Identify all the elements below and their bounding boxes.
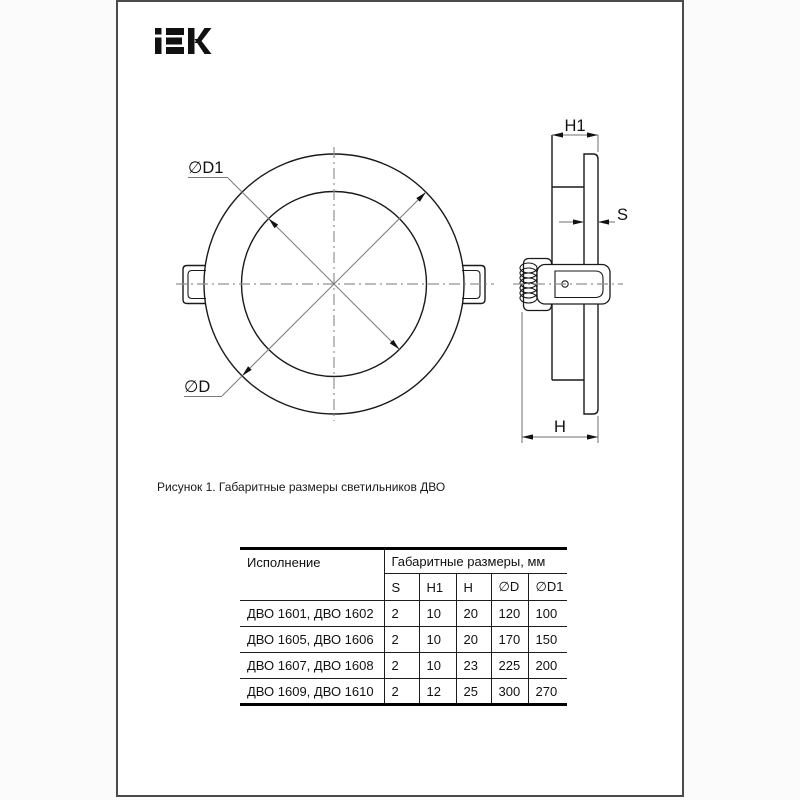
front-view-centerlines [176,147,494,421]
table-header-group: Габаритные размеры, мм [384,549,567,574]
table-subheader-h: H [456,574,491,601]
value-cell: 23 [456,653,491,679]
value-cell: 2 [384,679,419,705]
value-cell: 300 [491,679,528,705]
value-cell: 170 [491,627,528,653]
label-d1: ∅D1 [188,159,224,177]
value-cell: 200 [528,653,567,679]
front-view-dimensions [184,159,426,397]
table-row [240,627,567,653]
value-cell: 270 [528,679,567,705]
h1-arrow-left [552,132,563,137]
table-row [240,653,567,679]
table-subheader-s: S [384,574,419,601]
technical-drawing [118,2,682,472]
model-cell: ДВО 1607, ДВО 1608 [240,653,384,679]
model-cell: ДВО 1609, ДВО 1610 [240,679,384,705]
model-cell: ДВО 1601, ДВО 1602 [240,601,384,627]
value-cell: 20 [456,601,491,627]
value-cell: 10 [419,601,456,627]
value-cell: 100 [528,601,567,627]
value-cell: 10 [419,627,456,653]
value-cell: 150 [528,627,567,653]
h-arrow-left [522,434,533,439]
value-cell: 10 [419,653,456,679]
value-cell: 25 [456,679,491,705]
h-arrow-right [587,434,598,439]
document-page [116,0,684,797]
dimensions-table [240,547,567,706]
figure-caption: Рисунок 1. Габаритные размеры светильников ДВО [157,480,446,494]
table-row [240,679,567,705]
label-h1: H1 [564,117,586,135]
label-s: S [617,206,629,224]
value-cell: 225 [491,653,528,679]
table-subheader-d: ∅D [491,574,528,601]
table-subheader-d1: ∅D1 [535,579,564,594]
value-cell: 2 [384,653,419,679]
value-cell: 2 [384,601,419,627]
value-cell: 20 [456,627,491,653]
table-subheader-h1: H1 [419,574,456,601]
s-arrow-right [598,219,609,224]
s-arrow-left [573,219,584,224]
value-cell: 120 [491,601,528,627]
table-header-ispolnenie: Исполнение [240,549,384,601]
label-h: H [554,418,566,436]
model-cell: ДВО 1605, ДВО 1606 [240,627,384,653]
table-row [240,601,567,627]
value-cell: 2 [384,627,419,653]
value-cell: 12 [419,679,456,705]
label-d: ∅D [184,378,211,396]
h1-arrow-right [587,132,598,137]
